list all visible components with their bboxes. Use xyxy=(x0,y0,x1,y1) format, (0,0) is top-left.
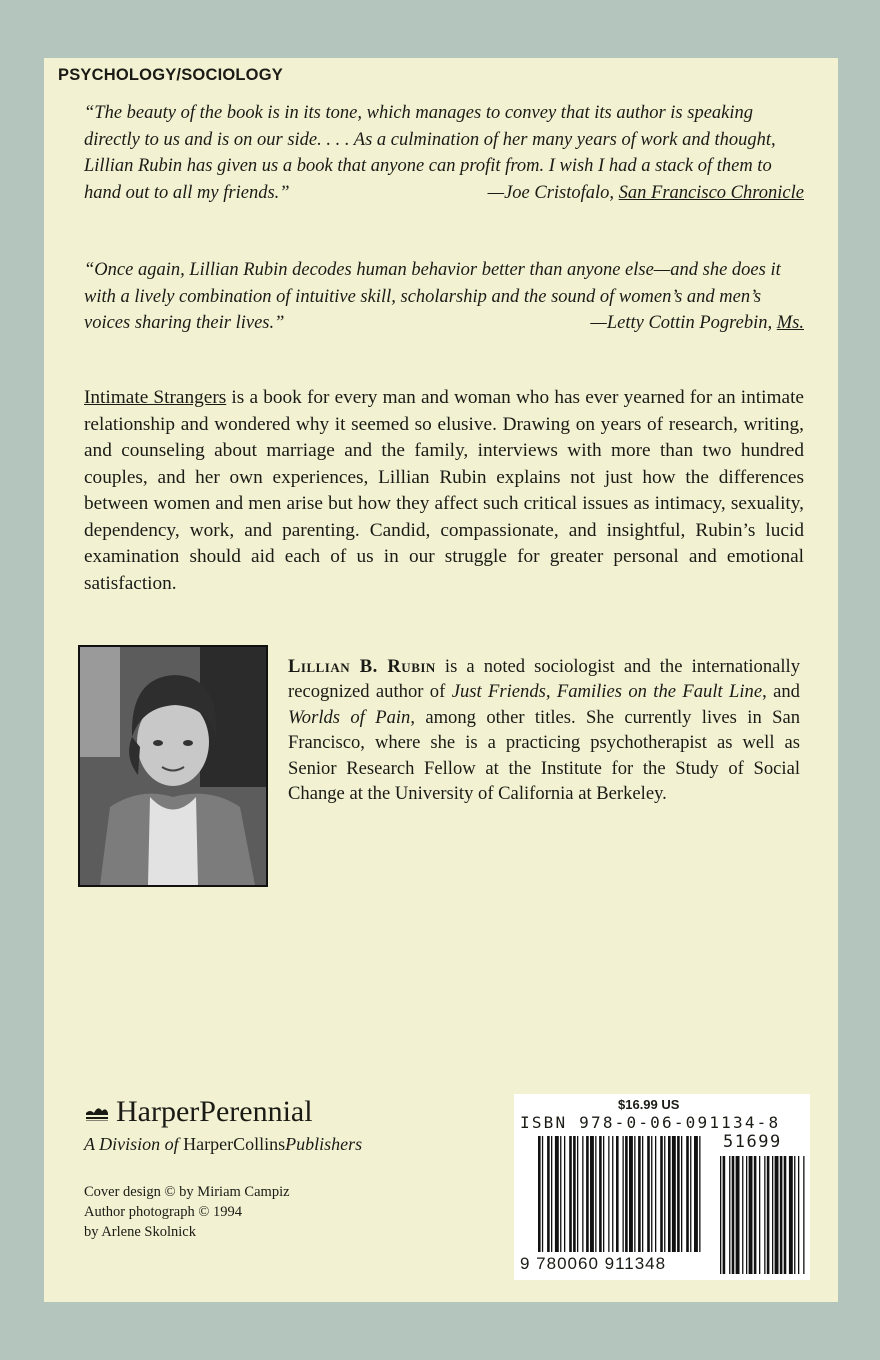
book-title: Intimate Strangers xyxy=(84,387,227,408)
quote-author: —Letty Cottin Pogrebin, xyxy=(590,313,773,333)
addon-bar xyxy=(794,1156,795,1274)
addon-bar xyxy=(759,1156,760,1274)
bio-text: , and xyxy=(762,681,800,703)
barcode-bar xyxy=(694,1136,698,1252)
barcode-image xyxy=(514,1094,810,1280)
barcode-bar xyxy=(651,1136,652,1252)
barcode-bar xyxy=(690,1136,691,1252)
barcode-bar xyxy=(612,1136,613,1252)
author-portrait-image xyxy=(80,647,266,885)
division-name: HarperCollins xyxy=(183,1134,286,1154)
barcode-bar xyxy=(586,1136,589,1252)
publisher-block xyxy=(84,1094,362,1155)
back-cover xyxy=(44,58,838,1302)
credit-line: by Arlene Skolnick xyxy=(84,1224,196,1240)
barcode-bar xyxy=(573,1136,576,1252)
addon-bar xyxy=(742,1156,743,1274)
barcode-bar xyxy=(625,1136,628,1252)
barcode-bar xyxy=(603,1136,604,1252)
addon-bar xyxy=(798,1156,799,1274)
addon-bar xyxy=(732,1156,735,1274)
barcode-bar xyxy=(686,1136,689,1252)
publisher-division xyxy=(84,1134,362,1155)
addon-bar xyxy=(780,1156,783,1274)
barcode-bar xyxy=(560,1136,561,1252)
barcode-bar xyxy=(569,1136,572,1252)
bio-text: , among other titles. She currently lives in San Francisco, where she is a practicing psychotherapist as well as Senior Research Fellow at the Institute for the Study of Social Change at the University of California at Berkeley. xyxy=(288,706,800,805)
category-label: PSYCHOLOGY/SOCIOLOGY xyxy=(58,66,283,84)
addon-bar xyxy=(746,1156,747,1274)
barcode-bar xyxy=(681,1136,682,1252)
addon-bar xyxy=(764,1156,765,1274)
barcode-bar xyxy=(642,1136,643,1252)
barcode-bar xyxy=(538,1136,541,1252)
author-name: Lillian B. Rubin xyxy=(288,656,436,677)
barcode-bar xyxy=(551,1136,552,1252)
barcode-bar xyxy=(555,1136,559,1252)
credits xyxy=(84,1182,290,1242)
publisher-name-text: HarperPerennial xyxy=(116,1095,313,1128)
addon-bar xyxy=(772,1156,773,1274)
addon-bar xyxy=(754,1156,757,1274)
bio-text: is a noted sociologist and the internationally recognized author of xyxy=(288,656,800,703)
division-prefix: A Division of xyxy=(84,1134,184,1154)
quote-text: “The beauty of the book is in its tone, which manages to convey that its author is speaking directly to us and is on our side. . . . As a culmination of her many years of work and thought, Lillian Rubin has given us a book that anyone can profit from. I wish I had a stack of them to hand out to all my friends.” xyxy=(84,103,776,203)
barcode-bar xyxy=(616,1136,619,1252)
credit-line: Cover design © by Miriam Campiz xyxy=(84,1184,290,1200)
addon-bar xyxy=(723,1156,726,1274)
barcode-bar xyxy=(547,1136,550,1252)
quote-source: Ms. xyxy=(776,313,804,333)
barcode-bar xyxy=(664,1136,665,1252)
addon-bar xyxy=(720,1156,721,1274)
isbn-text: ISBN 978-0-06-091134-8 xyxy=(520,1113,781,1132)
barcode-bar xyxy=(582,1136,583,1252)
barcode-bar xyxy=(638,1136,641,1252)
barcode-bar xyxy=(599,1136,602,1252)
addon-bar xyxy=(729,1156,730,1274)
quote-pogrebin xyxy=(84,257,804,337)
barcode-bar xyxy=(677,1136,680,1252)
barcode-bar xyxy=(623,1136,624,1252)
barcode-bar xyxy=(699,1136,700,1252)
addon-bar xyxy=(749,1156,753,1274)
price: $16.99 US xyxy=(618,1097,680,1112)
barcode-bar xyxy=(655,1136,656,1252)
barcode-bar xyxy=(660,1136,663,1252)
barcode-bar xyxy=(542,1136,543,1252)
price-addon-digits: 51699 xyxy=(723,1132,782,1152)
credit-line: Author photograph © 1994 xyxy=(84,1204,243,1220)
quote-cristofalo xyxy=(84,100,804,206)
barcode-digits: 9 780060 911348 xyxy=(520,1254,667,1273)
addon-bar xyxy=(775,1156,779,1274)
author-photo xyxy=(78,645,268,887)
barcode-bar xyxy=(629,1136,633,1252)
barcode-bar xyxy=(668,1136,671,1252)
addon-bar xyxy=(803,1156,804,1274)
division-suffix: Publishers xyxy=(285,1134,363,1154)
barcode-bar xyxy=(564,1136,565,1252)
addon-bar xyxy=(784,1156,787,1274)
harper-fire-logo-icon xyxy=(84,1101,110,1123)
barcode-bar xyxy=(577,1136,578,1252)
author-bio xyxy=(288,654,800,806)
barcode-label xyxy=(514,1094,810,1280)
book-description xyxy=(84,385,804,597)
addon-bar xyxy=(767,1156,770,1274)
quote-text: “Once again, Lillian Rubin decodes human behavior better than anyone else—and she does it with a lively combination of intuitive skill, scholarship and the sound of women’s and men’s voices sharing their lives.” xyxy=(84,260,781,333)
publisher-name xyxy=(84,1094,362,1130)
barcode-bar xyxy=(672,1136,676,1252)
addon-bar xyxy=(736,1156,740,1274)
barcode-bar xyxy=(647,1136,650,1252)
addon-bar xyxy=(789,1156,793,1274)
quote-author: —Joe Cristofalo, xyxy=(487,182,615,203)
barcode-bar xyxy=(608,1136,609,1252)
barcode-bar xyxy=(595,1136,596,1252)
bio-title-2: Worlds of Pain xyxy=(288,706,411,728)
quote-source: San Francisco Chronicle xyxy=(618,182,804,203)
barcode-bar xyxy=(634,1136,635,1252)
bio-title-1: Just Friends, Families on the Fault Line xyxy=(451,681,763,703)
barcode-bar xyxy=(590,1136,594,1252)
description-text: is a book for every man and woman who has ever yearned for an intimate relationship and wondered why it seemed so elusive. Drawing on years of research, writing, and counseling about marriage and the family, interviews with more than two hundred couples, and her own experiences, Lillian Rubin explains not just how the differences between women and men arise but how they affect such critical issues as intimacy, sexuality, dependency, work, and parenting. Candid, compassionate, and insightful, Rubin’s lucid examination should aid each of us in our struggle for greater personal and emotional satisfaction. xyxy=(84,387,804,594)
